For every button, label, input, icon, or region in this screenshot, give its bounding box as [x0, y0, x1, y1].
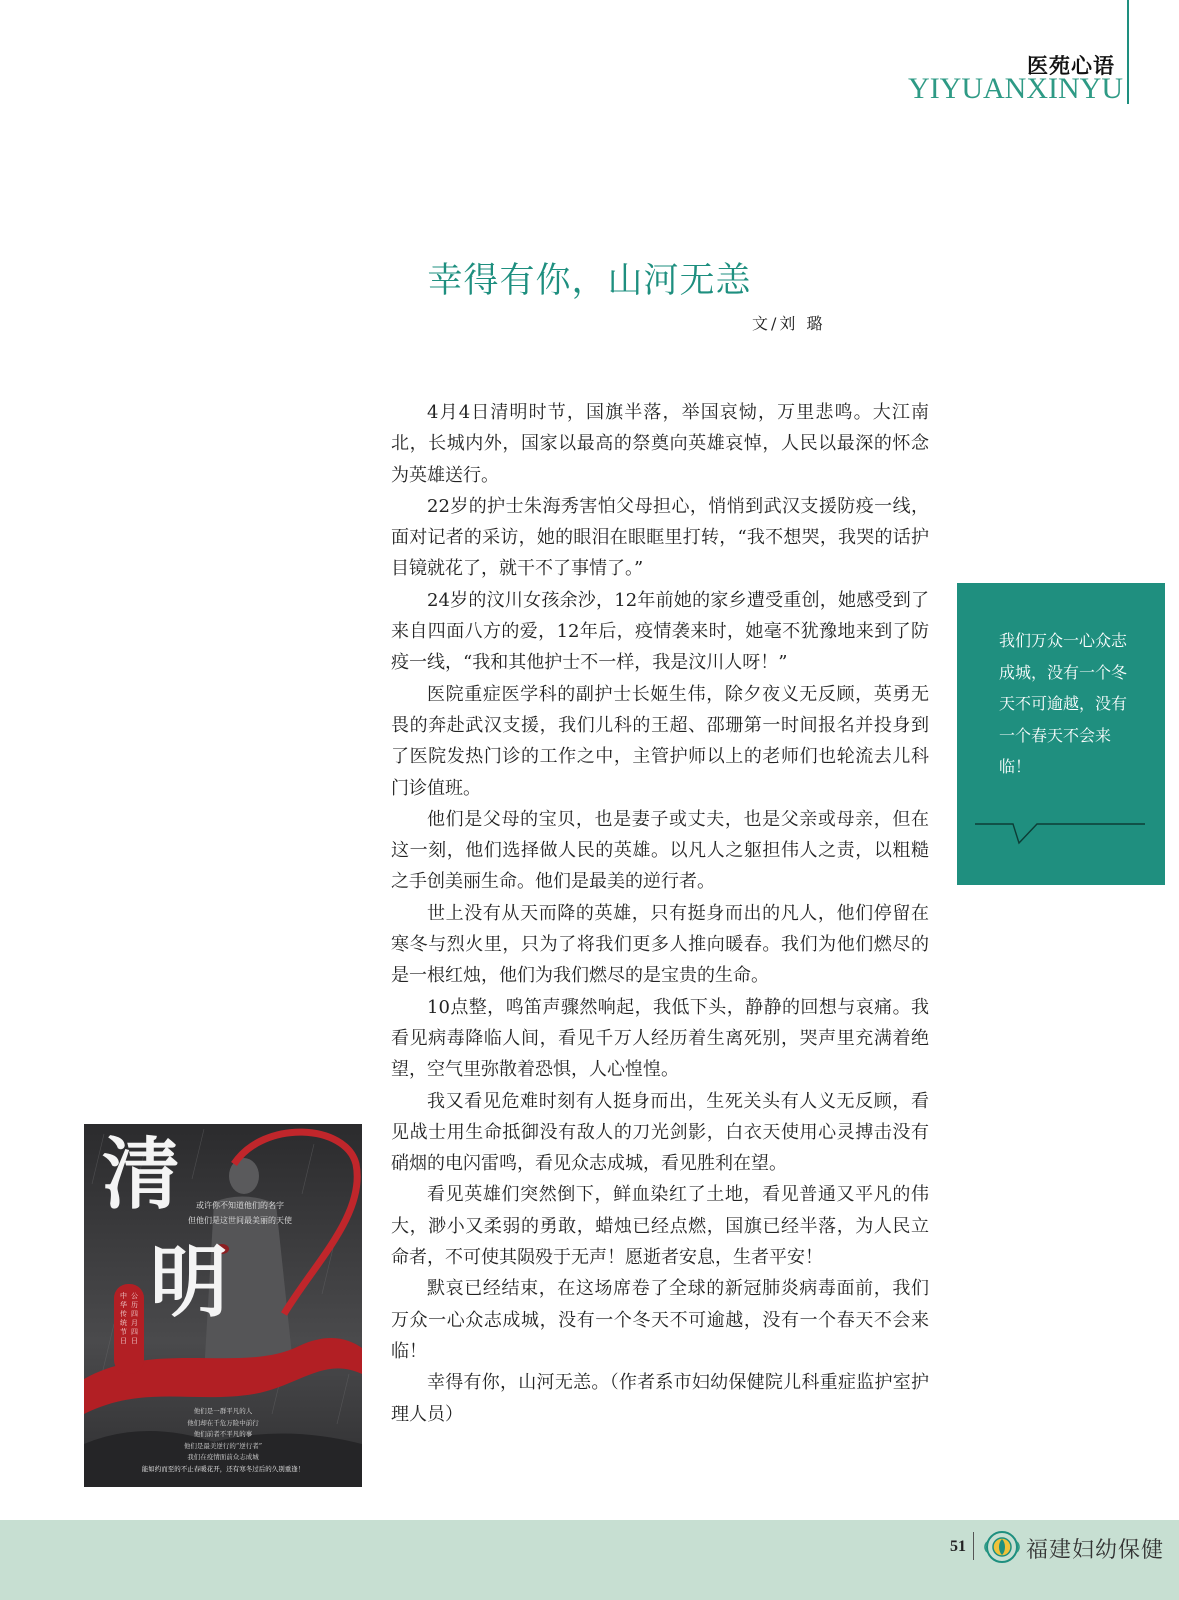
poster-line: 他们却在千危万险中前行	[187, 1418, 259, 1427]
paragraph: 他们是父母的宝贝，也是妻子或丈夫，也是父亲或母亲，但在这一刻，他们选择做人民的英雄。以凡人之躯担伟人之责，以粗糙之手创美丽生命。他们是最美的逆行者。	[391, 808, 929, 893]
poster-tagline-1: 或许你不知道他们的名字	[196, 1201, 284, 1210]
paragraph: 4月4日清明时节，国旗半落，举国哀恸，万里悲鸣。大江南北，长城内外，国家以最高的祭奠向英雄哀悼，人民以最深的怀念为英雄送行。	[391, 402, 929, 486]
header-rule	[1127, 0, 1129, 104]
paragraph: 看见英雄们突然倒下，鲜血染红了土地，看见普通又平凡的伟大，渺小又柔弱的勇敢，蜡烛已经点燃，国旗已经半落，为人民立命者，不可使其陨殁于无声！愿逝者安息，生者平安！	[391, 1184, 929, 1269]
poster-date-text: 公历四月四日	[131, 1292, 138, 1345]
pull-quote-box	[957, 583, 1165, 885]
paragraph: 22岁的护士朱海秀害怕父母担心，悄悄到武汉支援防疫一线，面对记者的采访，她的眼泪在眼眶里打转，“我不想哭，我哭的话护目镜就花了，就干不了事情了。”	[391, 495, 929, 580]
article-author: 文/刘 璐	[752, 314, 826, 333]
paragraph: 默哀已经结束，在这场席卷了全球的新冠肺炎病毒面前，我们万众一心众志成城，没有一个冬天不可逾越，没有一个春天不会来临！	[391, 1278, 929, 1362]
paragraph: 24岁的汶川女孩余沙，12年前她的家乡遭受重创，她感受到了来自四面八方的爱，12年后，疫情袭来时，她毫不犹豫地来到了防疫一线，“我和其他护士不一样，我是汶川人呀！”	[391, 589, 929, 674]
poster-bottom-text	[84, 1406, 362, 1475]
page-number: 51	[950, 1538, 966, 1555]
paragraph: 10点整，鸣笛声骤然响起，我低下头，静静的回想与哀痛。我看见病毒降临人间，看见千万人经历着生离死别，哭声里充满着绝望，空气里弥散着恐惧，人心惶惶。	[391, 996, 929, 1081]
poster-line: 他们是最美逆行的“逆行者”	[183, 1441, 263, 1450]
qingming-poster	[84, 1124, 362, 1487]
paragraph: 世上没有从天而降的英雄，只有挺身而出的凡人，他们停留在寒冬与烈火里，只为了将我们更多人推向暖春。我们为他们燃尽的是一根红烛，他们为我们燃尽的是宝贵的生命。	[391, 902, 929, 987]
poster-line: 我们在疫情面前众志成城	[187, 1453, 259, 1461]
poster-line: 他们是一群平凡的人	[193, 1407, 253, 1415]
section-title: 医苑心语	[1027, 54, 1115, 78]
paragraph: 我又看见危难时刻有人挺身而出，生死关头有人义无反顾，看见战士用生命抵御没有敌人的刀光剑影，白衣天使用心灵搏击没有硝烟的电闪雷鸣，看见众志成城，看见胜利在望。	[391, 1090, 929, 1175]
footer-brand: 福建妇幼保健	[1026, 1538, 1165, 1563]
paragraph: 医院重症医学科的副护士长姬生伟，除夕夜义无反顾，英勇无畏的奔赴武汉支援，我们儿科的王超、邵珊第一时间报名并投身到了医院发热门诊的工作之中，主管护师以上的老师们也轮流去儿科门诊值班。	[391, 683, 929, 799]
quote-divider-icon	[975, 823, 1145, 847]
article-title: 幸得有你，山河无恙	[427, 261, 752, 301]
paragraph: 幸得有你，山河无恙。（作者系市妇幼保健院儿科重症监护室护理人员）	[391, 1372, 929, 1425]
pull-quote-text: 我们万众一心众志成城，没有一个冬天不可逾越，没有一个春天不会来临！	[999, 631, 1128, 776]
poster-tagline-2: 但他们是这世间最美丽的天使	[188, 1216, 292, 1225]
poster-stamp-text: 中华传统节日	[120, 1292, 127, 1345]
section-subtitle: YIYUANXINYU	[908, 72, 1123, 105]
poster-char-ming: 明	[150, 1237, 229, 1328]
footer-separator	[973, 1532, 974, 1560]
poster-char-qing: 清	[102, 1129, 181, 1220]
poster-line: 他们前者不平凡的事	[193, 1430, 253, 1438]
poster-line: 能如约而至的不止春暖花开，还有寒冬过后的久别重逢！	[141, 1464, 305, 1473]
article-body	[391, 397, 929, 1430]
emblem-icon	[983, 1530, 1021, 1564]
